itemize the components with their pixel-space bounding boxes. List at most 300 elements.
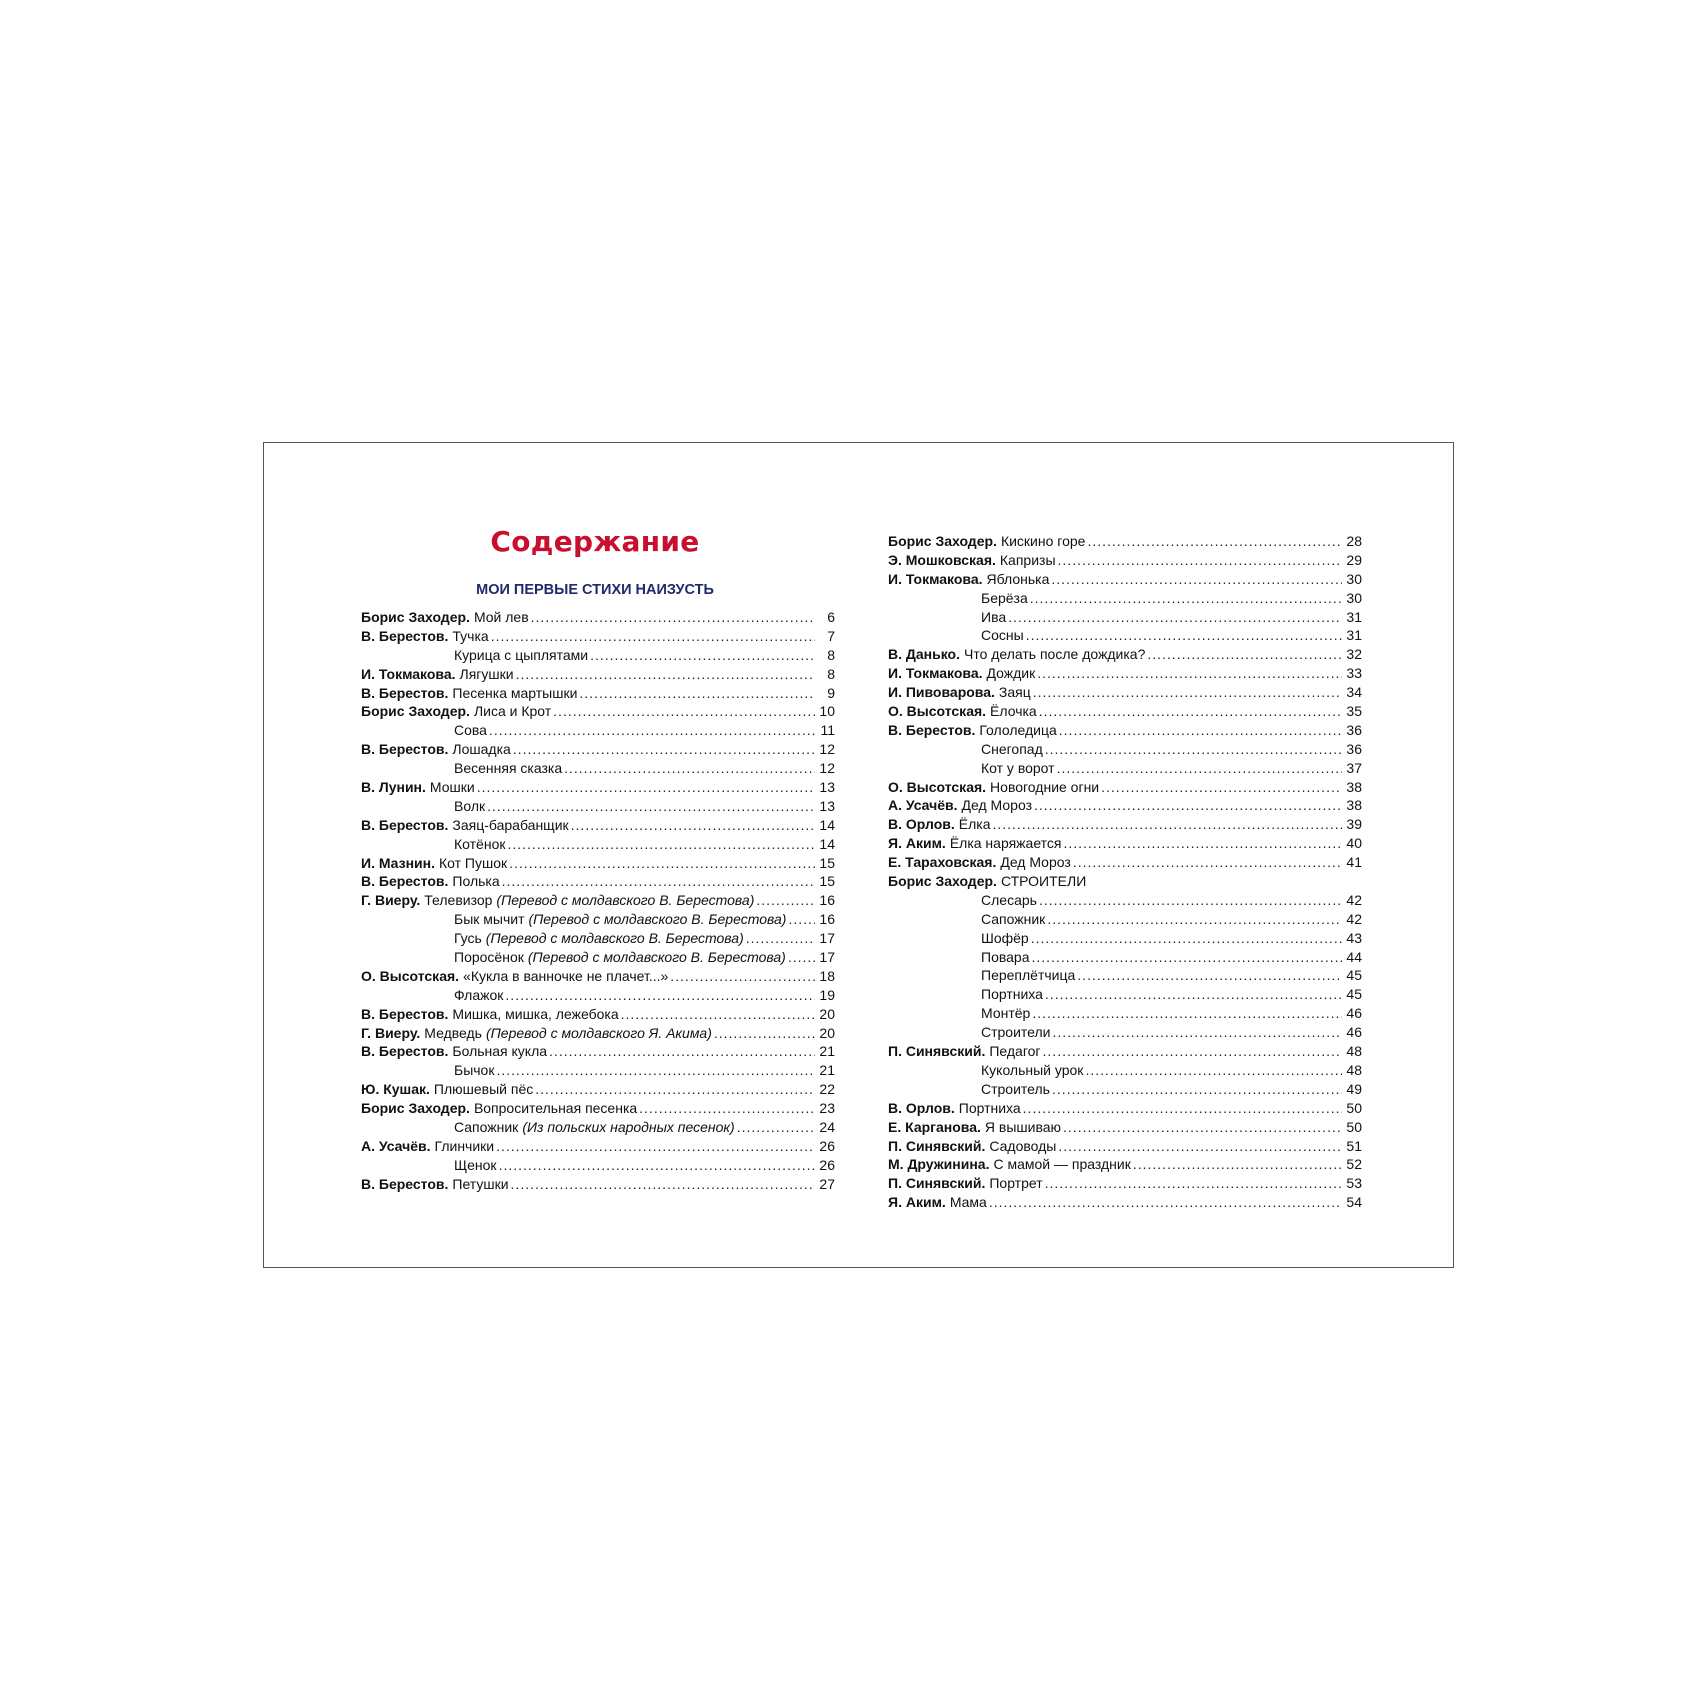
dot-leader bbox=[1052, 1023, 1342, 1042]
toc-page-number: 24 bbox=[819, 1119, 835, 1136]
toc-entry-text bbox=[361, 854, 817, 873]
toc-author: А. Усачёв. bbox=[361, 1137, 431, 1154]
toc-author: В. Данько. bbox=[888, 646, 960, 663]
toc-entry bbox=[888, 1004, 1362, 1023]
toc-page-number: 54 bbox=[1346, 1194, 1362, 1211]
dot-leader bbox=[496, 1137, 815, 1156]
dot-leader bbox=[788, 910, 815, 929]
dot-leader bbox=[1133, 1155, 1342, 1174]
toc-entry bbox=[888, 532, 1362, 551]
toc-entry-text bbox=[361, 910, 817, 929]
toc-page-number: 45 bbox=[1346, 986, 1362, 1003]
toc-page-number: 9 bbox=[827, 684, 835, 701]
toc-entry-text bbox=[361, 740, 817, 759]
toc-page-number: 11 bbox=[820, 722, 835, 739]
toc-entry bbox=[888, 570, 1362, 589]
toc-page-number: 43 bbox=[1346, 929, 1362, 946]
toc-entry bbox=[361, 1042, 835, 1061]
toc-page-number: 16 bbox=[819, 911, 835, 928]
toc-entry-text bbox=[888, 815, 1344, 834]
toc-work-title: Переплётчица bbox=[981, 967, 1076, 984]
toc-work-title: Новогодние огни bbox=[990, 778, 1100, 795]
toc-author: В. Берестов. bbox=[361, 816, 449, 833]
toc-page-number: 6 bbox=[827, 609, 835, 625]
toc-entry-text bbox=[361, 608, 817, 627]
toc-entry bbox=[361, 1175, 835, 1194]
toc-entry bbox=[361, 816, 835, 835]
toc-work-title: Садоводы bbox=[989, 1137, 1057, 1154]
toc-entry bbox=[888, 1042, 1362, 1061]
dot-leader bbox=[1039, 891, 1342, 910]
toc-entry bbox=[361, 1061, 835, 1080]
toc-work-title: Заяц-барабанщик bbox=[452, 816, 569, 833]
dot-leader bbox=[1058, 1137, 1342, 1156]
toc-page-number: 22 bbox=[819, 1081, 835, 1098]
toc-entry bbox=[888, 778, 1362, 797]
dot-leader bbox=[737, 1118, 815, 1137]
toc-author: О. Высотская. bbox=[361, 967, 460, 984]
toc-page-number: 50 bbox=[1346, 1118, 1362, 1135]
dot-leader bbox=[549, 1042, 815, 1061]
toc-author: П. Синявский. bbox=[888, 1175, 986, 1192]
toc-author: Е. Тараховская. bbox=[888, 854, 997, 871]
dot-leader bbox=[502, 872, 815, 891]
toc-work-title: Монтёр bbox=[981, 1005, 1031, 1022]
toc-page-number: 13 bbox=[819, 797, 835, 814]
toc-entry bbox=[888, 1155, 1362, 1174]
toc-entry-text bbox=[888, 683, 1344, 702]
toc-page-number: 38 bbox=[1346, 797, 1362, 814]
toc-author: В. Берестов. bbox=[361, 684, 449, 701]
toc-work-title: Бык мычит bbox=[454, 911, 525, 928]
toc-author: В. Берестов. bbox=[361, 1043, 449, 1060]
toc-entry-text bbox=[361, 1137, 817, 1156]
toc-column-right bbox=[888, 532, 1362, 1212]
toc-work-title: Телевизор bbox=[424, 892, 493, 909]
toc-entry-text bbox=[888, 664, 1344, 683]
toc-entry-text bbox=[888, 853, 1344, 872]
toc-work-title: Дождик bbox=[986, 665, 1036, 682]
toc-page-number: 20 bbox=[819, 1005, 835, 1022]
toc-work-title: Сосны bbox=[981, 627, 1024, 644]
toc-work-title: Заяц bbox=[998, 684, 1031, 701]
toc-entry-text bbox=[888, 1137, 1344, 1156]
dot-leader bbox=[1023, 1099, 1342, 1118]
toc-work-title: Ёлка наряжается bbox=[949, 835, 1062, 852]
dot-leader bbox=[788, 948, 815, 967]
toc-entry-text bbox=[361, 1118, 817, 1137]
toc-entry-text bbox=[361, 1099, 817, 1118]
toc-entry-text bbox=[361, 835, 817, 854]
toc-entry-text bbox=[361, 665, 817, 684]
toc-author: В. Берестов. bbox=[888, 721, 976, 738]
toc-page-number: 31 bbox=[1346, 627, 1362, 644]
toc-entry-text bbox=[361, 721, 817, 740]
toc-work-title: Бычок bbox=[454, 1062, 495, 1079]
toc-entry-text bbox=[361, 1005, 817, 1024]
toc-entry bbox=[361, 1156, 835, 1175]
toc-author: П. Синявский. bbox=[888, 1137, 986, 1154]
toc-page-number: 46 bbox=[1346, 1024, 1362, 1041]
toc-entry-text bbox=[361, 816, 817, 835]
toc-work-title: Кот Пушок bbox=[439, 854, 508, 871]
dot-leader bbox=[1077, 966, 1342, 985]
toc-entry bbox=[888, 891, 1362, 910]
toc-entry bbox=[888, 1099, 1362, 1118]
toc-page-number: 26 bbox=[819, 1156, 835, 1173]
toc-work-title: Дед Мороз bbox=[1000, 854, 1071, 871]
toc-work-title: Лошадка bbox=[452, 741, 511, 758]
toc-entry bbox=[888, 1080, 1362, 1099]
dot-leader bbox=[1037, 664, 1342, 683]
toc-entry-text bbox=[888, 891, 1344, 910]
toc-entry bbox=[888, 815, 1362, 834]
toc-entry bbox=[888, 626, 1362, 645]
toc-page-number: 7 bbox=[827, 627, 835, 644]
toc-author: П. Синявский. bbox=[888, 1043, 986, 1060]
toc-work-title: Мошки bbox=[429, 779, 475, 796]
page-title: Содержание bbox=[490, 525, 700, 558]
toc-author: В. Орлов. bbox=[888, 816, 955, 833]
toc-author: О. Высотская. bbox=[888, 703, 987, 720]
toc-page-number: 19 bbox=[819, 986, 835, 1003]
dot-leader bbox=[491, 627, 815, 646]
toc-entry-text bbox=[888, 1155, 1344, 1174]
toc-author: Я. Аким. bbox=[888, 1194, 946, 1211]
toc-work-title: С мамой — праздник bbox=[993, 1156, 1131, 1173]
toc-entry bbox=[888, 910, 1362, 929]
toc-work-title: Петушки bbox=[452, 1175, 509, 1192]
toc-work-title: Ива bbox=[981, 608, 1007, 625]
toc-page-number: 8 bbox=[827, 646, 835, 663]
toc-author: Борис Заходер. bbox=[361, 703, 470, 720]
toc-page-number: 27 bbox=[819, 1175, 835, 1192]
toc-entry-text bbox=[361, 1024, 817, 1043]
toc-author: В. Орлов. bbox=[888, 1099, 955, 1116]
dot-leader bbox=[1059, 721, 1342, 740]
toc-entry-text bbox=[888, 1174, 1344, 1193]
toc-entry bbox=[888, 1023, 1362, 1042]
toc-author: В. Берестов. bbox=[361, 627, 449, 644]
toc-translation-note: (Перевод с молдавского В. Берестова) bbox=[496, 892, 755, 909]
toc-page-number: 42 bbox=[1346, 891, 1362, 908]
toc-page-number: 18 bbox=[819, 967, 835, 984]
toc-entry-text bbox=[888, 1099, 1344, 1118]
toc-author: Г. Виеру. bbox=[361, 892, 421, 909]
dot-leader bbox=[1101, 778, 1342, 797]
toc-author: О. Высотская. bbox=[888, 778, 987, 795]
toc-entry-text bbox=[888, 966, 1344, 985]
dot-leader bbox=[756, 891, 815, 910]
toc-entry-text bbox=[888, 778, 1344, 797]
toc-work-title: Сова bbox=[454, 722, 487, 739]
toc-page-number: 40 bbox=[1346, 835, 1362, 852]
dot-leader bbox=[1063, 1118, 1342, 1137]
toc-work-title: Котёнок bbox=[454, 835, 506, 852]
toc-entry-text bbox=[888, 929, 1344, 948]
toc-entry-text bbox=[888, 1080, 1344, 1099]
toc-page-number: 35 bbox=[1346, 703, 1362, 720]
dot-leader bbox=[1032, 1004, 1342, 1023]
toc-work-title: Портниха bbox=[958, 1099, 1021, 1116]
toc-entry-text bbox=[361, 948, 817, 967]
toc-page-number: 45 bbox=[1346, 967, 1362, 984]
toc-entry bbox=[361, 627, 835, 646]
toc-work-title: Флажок bbox=[454, 986, 504, 1003]
toc-work-title: Щенок bbox=[454, 1156, 497, 1173]
toc-page-number: 8 bbox=[827, 665, 835, 682]
toc-entry bbox=[888, 664, 1362, 683]
toc-entry bbox=[888, 759, 1362, 778]
toc-author: И. Мазнин. bbox=[361, 854, 435, 871]
toc-page-number: 39 bbox=[1346, 816, 1362, 833]
toc-page-number: 38 bbox=[1346, 778, 1362, 795]
toc-author: И. Токмакова. bbox=[361, 665, 456, 682]
dot-leader bbox=[507, 835, 815, 854]
toc-entry bbox=[361, 1118, 835, 1137]
dot-leader bbox=[1085, 1061, 1342, 1080]
toc-work-title: Кот у ворот bbox=[981, 759, 1055, 776]
toc-page-number: 36 bbox=[1346, 740, 1362, 757]
toc-page-number: 48 bbox=[1346, 1043, 1362, 1060]
toc-translation-note: (Из польских народных песенок) bbox=[522, 1119, 735, 1136]
toc-translation-note: (Перевод с молдавского В. Берестова) bbox=[528, 911, 787, 928]
toc-translation-note: (Перевод с молдавского В. Берестова) bbox=[527, 949, 786, 966]
toc-entry-text bbox=[888, 1061, 1344, 1080]
toc-translation-note: (Перевод с молдавского В. Берестова) bbox=[485, 930, 744, 947]
toc-entry bbox=[888, 1061, 1362, 1080]
toc-work-title: Слесарь bbox=[981, 891, 1037, 908]
toc-entry bbox=[888, 645, 1362, 664]
toc-entry bbox=[361, 608, 835, 627]
toc-entry-text bbox=[361, 627, 817, 646]
dot-leader bbox=[511, 1175, 815, 1194]
toc-work-title: Мишка, мишка, лежебока bbox=[452, 1005, 619, 1022]
toc-work-title: Портниха bbox=[981, 986, 1043, 1003]
toc-page-number: 15 bbox=[819, 854, 835, 871]
dot-leader bbox=[579, 684, 815, 703]
toc-work-title: Кискино горе bbox=[1000, 533, 1086, 549]
toc-entry-text bbox=[888, 834, 1344, 853]
dot-leader bbox=[513, 740, 815, 759]
toc-author: В. Берестов. bbox=[361, 741, 449, 758]
toc-page-number: 42 bbox=[1346, 910, 1362, 927]
dot-leader bbox=[989, 1193, 1342, 1212]
toc-author: И. Токмакова. bbox=[888, 665, 983, 682]
toc-page-number: 20 bbox=[819, 1024, 835, 1041]
toc-entry bbox=[361, 646, 835, 665]
toc-author: Борис Заходер. bbox=[888, 873, 997, 890]
toc-page-number: 23 bbox=[819, 1100, 835, 1117]
toc-page-number: 41 bbox=[1346, 854, 1362, 871]
toc-entry bbox=[361, 778, 835, 797]
toc-page-number: 52 bbox=[1346, 1156, 1362, 1173]
toc-entry-text bbox=[888, 532, 1344, 551]
toc-work-title: Гололедица bbox=[979, 721, 1057, 738]
toc-page-number: 26 bbox=[819, 1137, 835, 1154]
toc-entry-text bbox=[888, 608, 1344, 627]
dot-leader bbox=[489, 721, 815, 740]
dot-leader bbox=[564, 759, 815, 778]
toc-entry-text bbox=[888, 740, 1344, 759]
dot-leader bbox=[499, 1156, 815, 1175]
toc-page-number: 44 bbox=[1346, 948, 1362, 965]
toc-page-number: 12 bbox=[819, 760, 835, 777]
dot-leader bbox=[516, 665, 815, 684]
toc-work-title: Сапожник bbox=[981, 910, 1046, 927]
toc-entry bbox=[888, 985, 1362, 1004]
dot-leader bbox=[553, 702, 815, 721]
dot-leader bbox=[1058, 551, 1342, 570]
toc-author: Я. Аким. bbox=[888, 835, 946, 852]
toc-entry-text bbox=[888, 759, 1344, 778]
toc-author: Борис Заходер. bbox=[361, 609, 470, 625]
toc-work-title: Гусь bbox=[454, 930, 482, 947]
toc-work-title: Лиса и Крот bbox=[473, 703, 552, 720]
toc-entry bbox=[361, 684, 835, 703]
toc-work-title: Песенка мартышки bbox=[452, 684, 578, 701]
toc-work-title: Дед Мороз bbox=[961, 797, 1032, 814]
toc-author: Борис Заходер. bbox=[888, 533, 997, 549]
toc-entry-text bbox=[888, 985, 1344, 1004]
toc-entry-text bbox=[361, 1061, 817, 1080]
toc-author: Е. Карганова. bbox=[888, 1118, 981, 1135]
toc-entry bbox=[361, 721, 835, 740]
toc-work-title: Тучка bbox=[452, 627, 489, 644]
toc-author: А. Усачёв. bbox=[888, 797, 958, 814]
dot-leader bbox=[1031, 929, 1342, 948]
toc-work-title: Больная кукла bbox=[452, 1043, 548, 1060]
toc-entry-text bbox=[361, 1156, 817, 1175]
toc-entry bbox=[361, 797, 835, 816]
toc-author: Борис Заходер. bbox=[361, 1100, 470, 1117]
dot-leader bbox=[487, 797, 815, 816]
dot-leader bbox=[992, 815, 1342, 834]
toc-entry bbox=[888, 740, 1362, 759]
toc-work-title: Поросёнок bbox=[454, 949, 524, 966]
toc-work-title: Яблонька bbox=[986, 570, 1050, 587]
dot-leader bbox=[1045, 740, 1342, 759]
toc-work-title: Лягушки bbox=[459, 665, 514, 682]
dot-leader bbox=[535, 1080, 815, 1099]
toc-entry bbox=[888, 929, 1362, 948]
toc-entry bbox=[888, 796, 1362, 815]
toc-work-title: Курица с цыплятами bbox=[454, 646, 589, 663]
toc-entry-text bbox=[888, 570, 1344, 589]
toc-entry-text bbox=[361, 986, 817, 1005]
toc-work-title: Плюшевый пёс bbox=[433, 1081, 534, 1098]
toc-page-number: 30 bbox=[1346, 589, 1362, 606]
dot-leader bbox=[1052, 1080, 1342, 1099]
toc-entry-text bbox=[888, 721, 1344, 740]
toc-page-number: 51 bbox=[1346, 1137, 1362, 1154]
toc-page-number: 12 bbox=[819, 741, 835, 758]
dot-leader bbox=[714, 1024, 815, 1043]
toc-page-number: 48 bbox=[1346, 1061, 1362, 1078]
toc-page-number: 17 bbox=[819, 949, 835, 966]
toc-entry-text bbox=[361, 891, 817, 910]
toc-entry bbox=[361, 1137, 835, 1156]
toc-entry-text bbox=[361, 759, 817, 778]
toc-page-number: 36 bbox=[1346, 721, 1362, 738]
toc-entry-text bbox=[888, 910, 1344, 929]
dot-leader bbox=[1026, 626, 1342, 645]
toc-author: М. Дружинина. bbox=[888, 1156, 990, 1173]
toc-work-title: Весенняя сказка bbox=[454, 760, 563, 777]
toc-work-title: Вопросительная песенка bbox=[473, 1100, 638, 1117]
dot-leader bbox=[1147, 645, 1342, 664]
toc-work-title: Строитель bbox=[981, 1080, 1050, 1097]
dot-leader bbox=[1034, 796, 1342, 815]
dot-leader bbox=[509, 854, 815, 873]
toc-entry bbox=[361, 1005, 835, 1024]
toc-page-number: 34 bbox=[1346, 684, 1362, 701]
dot-leader bbox=[1063, 834, 1342, 853]
toc-entry bbox=[888, 1118, 1362, 1137]
toc-entry bbox=[888, 551, 1362, 570]
dot-leader bbox=[1008, 608, 1342, 627]
toc-page-number: 50 bbox=[1346, 1099, 1362, 1116]
toc-page-number: 13 bbox=[819, 779, 835, 796]
toc-entry-text bbox=[888, 1118, 1344, 1137]
dot-leader bbox=[531, 608, 815, 627]
toc-work-title: «Кукла в ванночке не плачет...» bbox=[463, 967, 669, 984]
toc-entry bbox=[361, 1099, 835, 1118]
toc-work-title: Берёза bbox=[981, 589, 1028, 606]
toc-work-title: СТРОИТЕЛИ bbox=[1000, 873, 1087, 890]
toc-entry bbox=[888, 1137, 1362, 1156]
toc-work-title: Кукольный урок bbox=[981, 1061, 1084, 1078]
toc-entry-text bbox=[361, 797, 817, 816]
toc-page-number: 53 bbox=[1346, 1175, 1362, 1192]
toc-work-title: Я вышиваю bbox=[984, 1118, 1062, 1135]
toc-author: В. Лунин. bbox=[361, 779, 426, 796]
dot-leader bbox=[571, 816, 815, 835]
toc-entry bbox=[888, 683, 1362, 702]
toc-entry-text bbox=[888, 872, 1362, 891]
toc-entry-text bbox=[888, 645, 1344, 664]
dot-leader bbox=[1033, 683, 1342, 702]
toc-work-title: Повара bbox=[981, 948, 1030, 965]
toc-entry-text bbox=[888, 1004, 1344, 1023]
toc-entry bbox=[361, 854, 835, 873]
dot-leader bbox=[746, 929, 815, 948]
toc-entry-text bbox=[888, 626, 1344, 645]
toc-work-title: Педагог bbox=[989, 1043, 1041, 1060]
toc-work-title: Капризы bbox=[999, 551, 1056, 568]
toc-entry bbox=[361, 665, 835, 684]
dot-leader bbox=[1030, 589, 1342, 608]
toc-entry-text bbox=[361, 967, 817, 986]
toc-entry bbox=[361, 759, 835, 778]
toc-entry bbox=[888, 948, 1362, 967]
toc-entry bbox=[888, 853, 1362, 872]
toc-entry bbox=[361, 1024, 835, 1043]
toc-author: В. Берестов. bbox=[361, 1005, 449, 1022]
dot-leader bbox=[1039, 702, 1342, 721]
toc-entry-text bbox=[361, 684, 817, 703]
toc-page-number: 30 bbox=[1346, 570, 1362, 587]
toc-page-number: 16 bbox=[819, 892, 835, 909]
toc-entry-text bbox=[888, 589, 1344, 608]
dot-leader bbox=[1087, 532, 1342, 551]
toc-entry bbox=[361, 910, 835, 929]
toc-work-title: Строители bbox=[981, 1024, 1051, 1041]
dot-leader bbox=[496, 1061, 815, 1080]
toc-entry-text bbox=[361, 646, 817, 665]
toc-author: Ю. Кушак. bbox=[361, 1081, 430, 1098]
toc-entry bbox=[361, 948, 835, 967]
